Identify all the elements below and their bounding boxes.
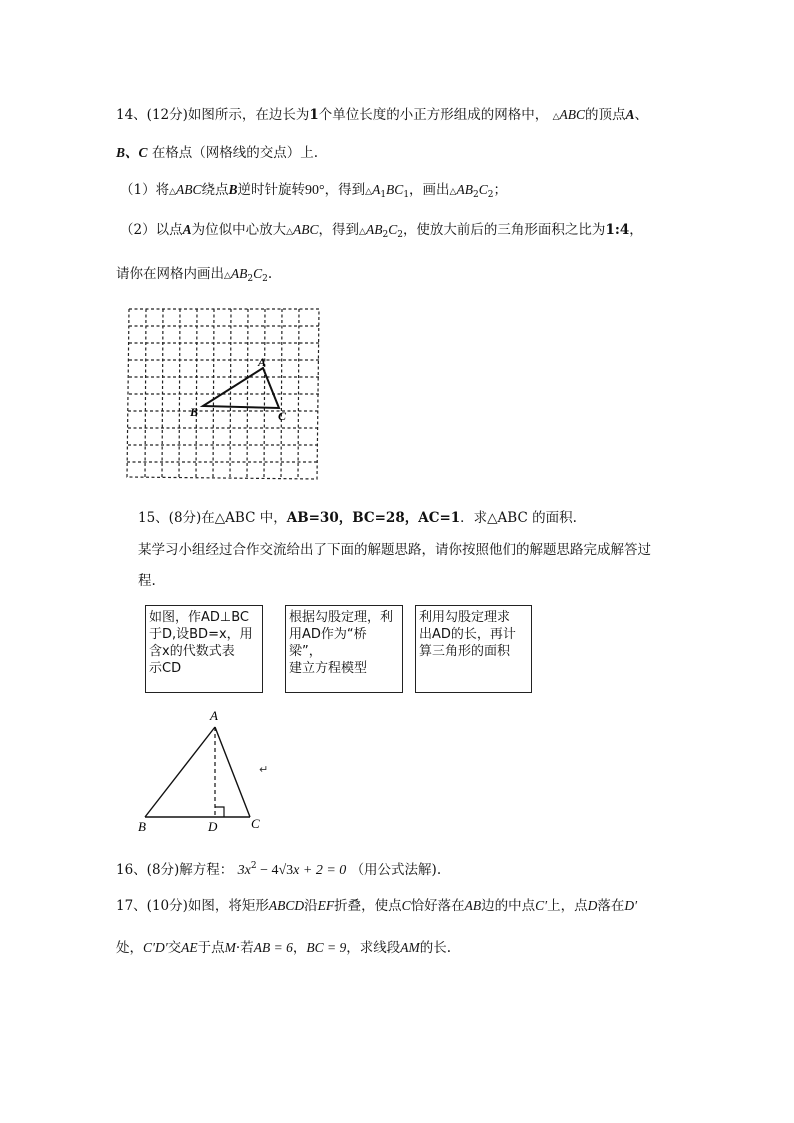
q14-part1: （1）将△ABC绕点B逆时针旋转90°，得到$\triangle A_1BC_1$，画出$\triangle AB_2C_2$；: [120, 182, 507, 200]
return-mark: ↵: [259, 763, 269, 776]
tri-label-c: C: [251, 816, 260, 831]
tri-label-a: A: [210, 708, 218, 723]
q15-intro1: 某学习小组经过合作交流给出了下面的解题思路，请你按照他们的解题思路完成解答过: [138, 542, 651, 558]
hint-box-3-line: 算三角形的面积: [419, 644, 511, 659]
q14-line2: B、C 在格点（网格线的交点）上.: [116, 145, 319, 161]
grid-label-a: A: [258, 355, 267, 369]
q17-line1: 17、(10分)如图，将矩形ABCD沿EF折叠，使点C恰好落在AB边的中点C′上，点D落在D′: [116, 898, 638, 914]
hint-box-1-line: 如图，作AD⊥BC: [149, 610, 249, 625]
q15-title: 15、(8分)在△ABC 中，AB=30，BC=28，AC=1．求△ABC 的面积.: [138, 510, 577, 526]
q17-line2: 处，C′D′交AE于点M·若AB = 6，BC = 9，求线段AM的长.: [116, 940, 451, 956]
hint-box-3: [415, 605, 532, 693]
hint-box-3-line: 利用勾股定理求: [419, 610, 511, 625]
tri-label-b: B: [138, 819, 146, 834]
hint-box-3-line: 出AD的长，再计: [419, 627, 516, 642]
q14-part3: 请你在网格内画出$\triangle AB_2C_2$.: [116, 266, 273, 284]
triangle-abc: [203, 368, 279, 408]
tri-label-d: D: [208, 819, 218, 834]
hint-box-2-line: 用AD作为“桥梁”，: [289, 627, 367, 659]
q15-intro2: 程.: [138, 573, 156, 589]
grid-figure: [124, 304, 324, 484]
grid-label-c: C: [278, 409, 287, 423]
q16-line: 16、(8分)解方程： $3x^2 - 4√3x + 2 = 0$ （用公式法解).: [116, 861, 442, 878]
hint-box-2-line: 建立方程模型: [289, 661, 368, 676]
grid-label-b: B: [190, 405, 199, 419]
hint-box-1-line: 于D,设BD=x，用: [149, 627, 253, 642]
hint-box-2: [285, 605, 403, 693]
side-ac: [215, 727, 250, 817]
q14-line1: 14、(12分)如图所示，在边长为1个单位长度的小正方形组成的网格中， △ABC的顶点A、: [116, 107, 649, 123]
right-angle-mark: [215, 807, 224, 817]
hint-box-1-line: 示CD: [149, 661, 182, 676]
triangle-figure: [130, 705, 280, 835]
hint-box-2-line: 根据勾股定理，利: [289, 610, 394, 625]
q14-part2: （2）以点A为位似中心放大△ABC，得到$\triangle AB_2C_2$，使放大前后的三角形面积之比为1:4，: [120, 222, 643, 240]
hint-box-1-line: 含x的代数式表: [149, 644, 235, 659]
hint-box-1: [145, 605, 263, 693]
side-ab: [145, 727, 215, 817]
